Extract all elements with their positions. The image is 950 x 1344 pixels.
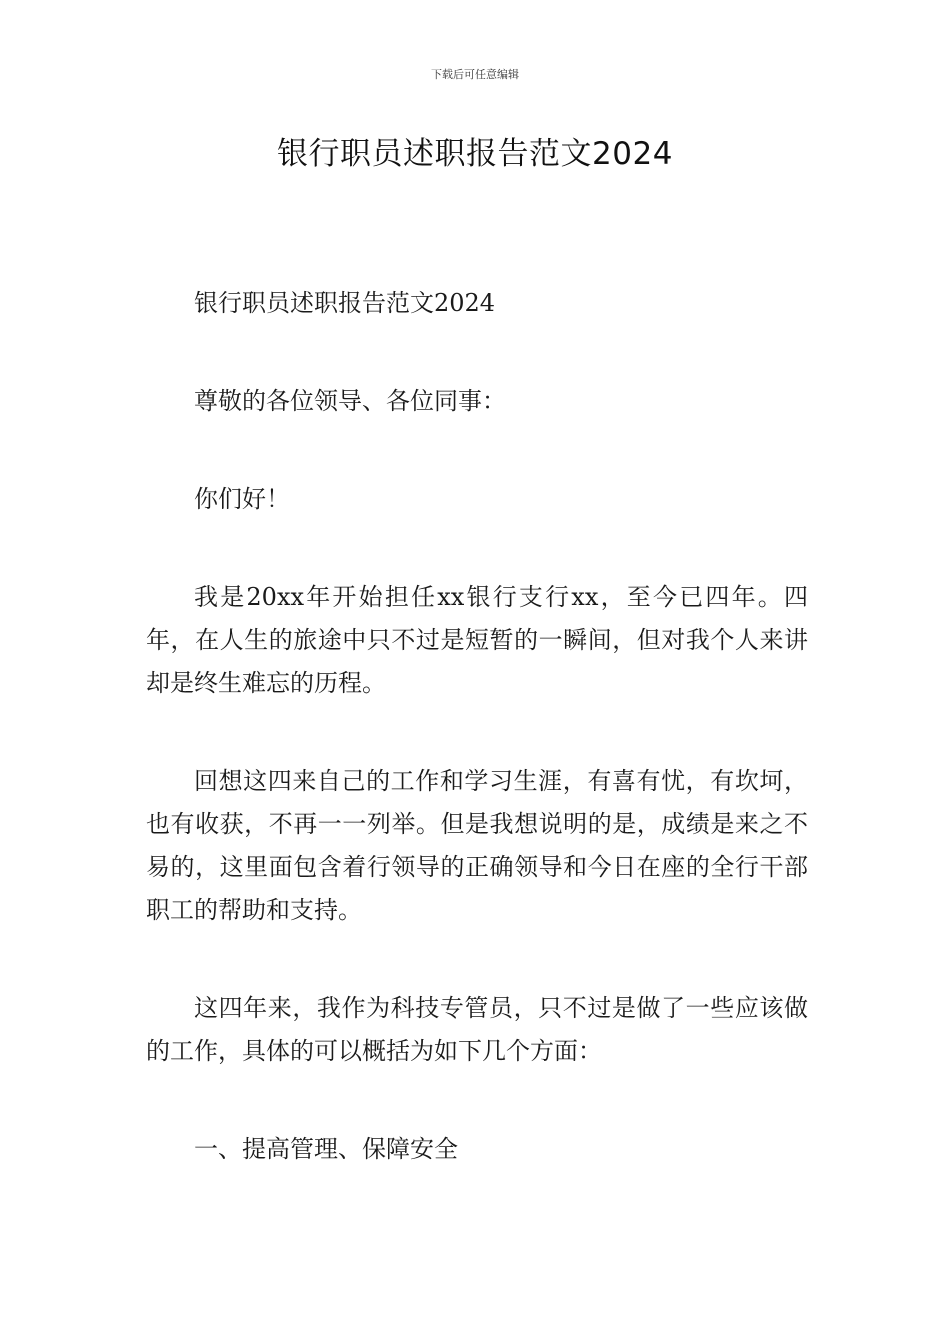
section-heading-1: 一、提高管理、保障安全: [194, 1135, 458, 1163]
paragraph-salutation: 尊敬的各位领导、各位同事：: [194, 387, 506, 415]
paragraph-subtitle: 银行职员述职报告范文2024: [194, 289, 496, 317]
document-title: 银行职员述职报告范文2024: [277, 136, 673, 172]
paragraph-intro: 我是20xx年开始担任xx银行支行xx，至今已四年。四年，在人生的旅途中只不过是短暂的一瞬间，但对我个人来讲却是终生难忘的历程。: [146, 583, 808, 697]
document-body: [146, 282, 808, 1226]
paragraph-summary-lead: 这四年来，我作为科技专管员，只不过是做了一些应该做的工作，具体的可以概括为如下几个方面：: [146, 994, 808, 1065]
paragraph-reflection: 回想这四来自己的工作和学习生涯，有喜有忧，有坎坷，也有收获，不再一一列举。但是我想说明的是，成绩是来之不易的，这里面包含着行领导的正确领导和今日在座的全行干部职工的帮助和支持。: [146, 767, 808, 924]
paragraph-greeting: 你们好！: [194, 485, 290, 513]
header-note: 下载后可任意编辑: [431, 68, 519, 81]
